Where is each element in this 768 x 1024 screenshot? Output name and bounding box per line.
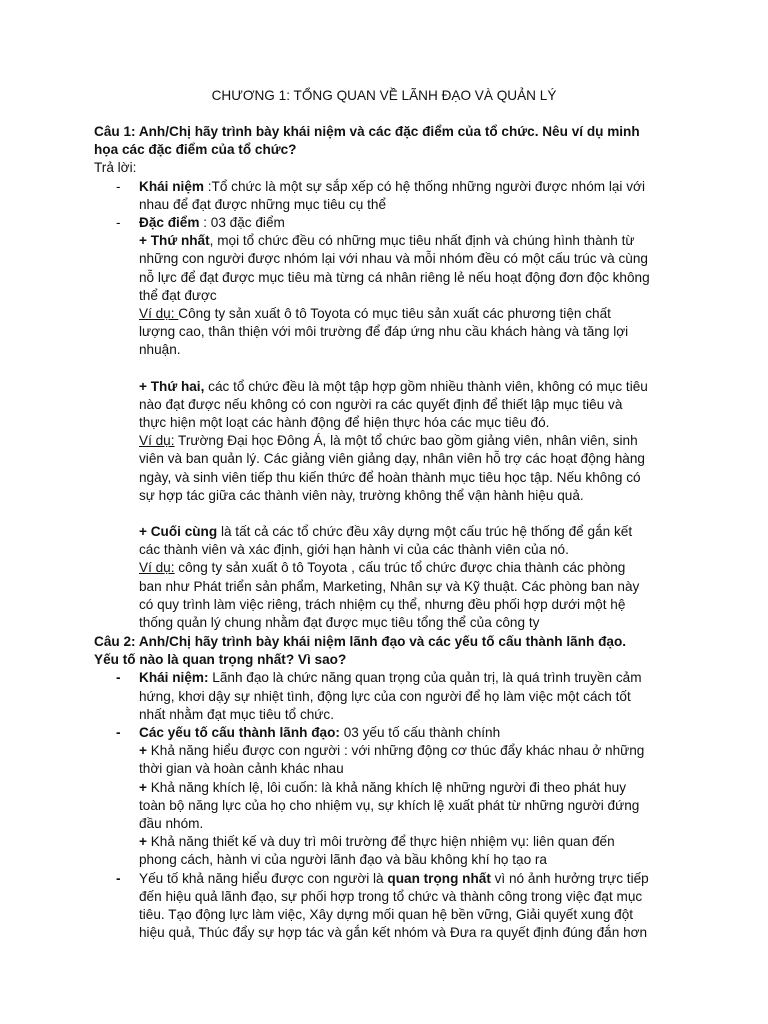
example-1-text: lượng cao, thân thiện với môi trường để đáp ứng nhu cầu khách hàng và tăng lợi [139,324,629,340]
chapter-title: CHƯƠNG 1: TỔNG QUAN VỀ LÃNH ĐẠO VÀ QUẢN LÝ [211,88,557,103]
component-1-text: Khả năng hiểu được con người : với những động cơ thúc đẩy khác nhau ở những [146,743,645,759]
point-3-text: là tất cả các tổ chức đều xây dựng một cấu trúc hệ thống để gắn kết [217,524,633,540]
question-1-line-2: họa các đặc điểm của tổ chức? [94,142,297,158]
bullet-dash: - [116,178,121,194]
definition-text: nhau để đạt được những mục tiêu cụ thể [139,196,387,212]
list-item-leadership-definition [94,669,694,724]
importance-text: Yếu tố khả năng hiểu được con người là [139,870,388,886]
component-1-text: thời gian và hoàn cảnh khác nhau [139,761,344,777]
definition-text: nhất nhằm đạt mục tiêu tổ chức. [139,706,334,722]
features-text: : 03 đặc điểm [199,215,285,231]
question-1-line-1: Câu 1: Anh/Chị hãy trình bày khái niệm và các đặc điểm của tổ chức. Nêu ví dụ minh [94,124,640,139]
importance-text: đến hiệu quả lãnh đạo, sự phối hợp trong tổ chức và thành công trong việc đạt mục [139,888,643,904]
definition-text: :Tổ chức là một sự sắp xếp có hệ thống những người được nhóm lại với [203,178,645,194]
bullet-dash: - [116,725,121,741]
example-3-text: thống quản lý chung nhằm đạt được mục tiêu tổng thể của công ty [139,615,540,631]
plus-marker: + [139,743,147,759]
example-3-text: có quy trình làm việc riêng, trách nhiệm cụ thể, nhưng đều phối hợp dưới một hệ [139,596,626,612]
example-label: Ví dụ: [139,433,175,449]
point-1-text: , mọi tổ chức đều có những mục tiêu nhất định và chúng hình thành từ [209,233,635,249]
importance-text: hiệu quả, Thúc đẩy sự hợp tác và gắn kết nhóm và Đưa ra quyết định đúng đắn hơn [139,925,648,941]
importance-text: tiêu. Tạo động lực làm việc, Xây dựng mối quan hệ bền vững, Giải quyết xung đột [139,907,634,923]
component-3-text: phong cách, hành vi của người lãnh đạo và bầu không khí họ tạo ra [139,852,547,868]
component-2-text: Khả năng khích lệ, lôi cuốn: là khả năng khích lệ những người đi theo phát huy [146,779,627,795]
example-label: Ví dụ: [139,560,175,576]
example-2-text: sự hợp tác giữa các thành viên này, trường không thể vận hành hiệu quả. [139,487,584,503]
question-2-heading [94,633,694,669]
point-2-label: + Thứ hai, [139,378,205,394]
point-1-text: nỗ lực để đạt được mục tiêu mà từng cá nhân riêng lẻ nếu hoạt động đơn độc không [139,269,650,285]
question-2-line-2: Yếu tố nào là quan trọng nhất? Vì sao? [94,652,347,668]
point-3-label: + Cuối cùng [139,524,218,540]
question-2-line-1: Câu 2: Anh/Chị hãy trình bày khái niệm lãnh đạo và các yếu tố cấu thành lãnh đạo. [94,634,627,649]
bullet-dash: - [116,670,121,686]
list-item-definition [94,178,694,214]
definition-text: Lãnh đạo là chức năng quan trọng của quản trị, là quá trình truyền cảm [208,670,642,686]
list-item-components [94,724,694,870]
answer-label: Trả lời: [94,160,137,176]
example-3-text: công ty sản xuất ô tô Toyota , cấu trúc tổ chức được chia thành các phòng [174,560,626,576]
components-label: Các yếu tố cấu thành lãnh đạo: [139,725,340,741]
definition-label: Khái niệm [139,178,204,194]
point-1-label: + Thứ nhất [139,233,210,249]
point-2-text: các tổ chức đều là một tập hợp gồm nhiều thành viên, không có mục tiêu [204,378,648,394]
bullet-dash: - [116,215,121,231]
list-item-features [94,214,694,632]
example-1-text: Công ty sản xuất ô tô Toyota có mục tiêu sản xuất các phương tiện chất [178,306,611,322]
definition-text: hứng, khơi dậy sự nhiệt tình, động lực của con người để họ làm việc một cách tốt [139,688,631,704]
features-label: Đặc điểm [139,215,200,231]
question-2-section [94,633,694,942]
importance-emphasis: quan trọng nhất [387,870,491,886]
point-2-text: thực hiện một loạt các hành động để hiện thực hóa các mục tiêu đó. [139,415,550,431]
example-2-text: ngày, và sinh viên tiếp thu kiến thức để hoàn thành mục tiêu học tập. Nếu không có [139,469,641,485]
list-item-most-important [94,870,694,943]
question-1-section [94,123,694,632]
example-2-text: Trường Đại học Đông Á, là một tổ chức bao gồm giảng viên, nhân viên, sinh [174,433,638,449]
point-1-text: những con người được nhóm lại với nhau và mỗi nhóm đều có một cấu trúc và cùng [139,251,648,267]
example-1-text: nhuận. [139,342,181,358]
component-2-text: đầu nhóm. [139,816,204,832]
component-2-text: toàn bộ năng lực của họ cho nhiệm vụ, sự khích lệ xuất phát từ những người đứng [139,797,640,813]
components-text: 03 yếu tố cấu thành chính [339,725,501,741]
bullet-dash: - [116,870,121,886]
definition-label: Khái niệm: [139,670,209,686]
example-label: Ví dụ: [139,306,179,322]
importance-text: vì nó ảnh hưởng trực tiếp [490,870,649,886]
point-3-text: các thành viên và xác định, giới hạn hành vi của các thành viên của nó. [139,542,569,558]
plus-marker: + [139,834,147,850]
question-1-heading [94,123,694,159]
point-2-text: nào đạt được nếu không có con người ra các quyết định để thiết lập mục tiêu và [139,396,623,412]
plus-marker: + [139,779,147,795]
example-2-text: viên và ban quản lý. Các giảng viên giảng dạy, nhân viên hỗ trợ các hoạt động hàng [139,451,645,467]
point-1-text: thể đạt được [139,287,217,303]
example-3-text: ban như Phát triển sản phẩm, Marketing, Nhân sự và Kỹ thuật. Các phòng ban này [139,578,640,594]
component-3-text: Khả năng thiết kế và duy trì môi trường để thực hiện nhiệm vụ: liên quan đến [146,834,615,850]
